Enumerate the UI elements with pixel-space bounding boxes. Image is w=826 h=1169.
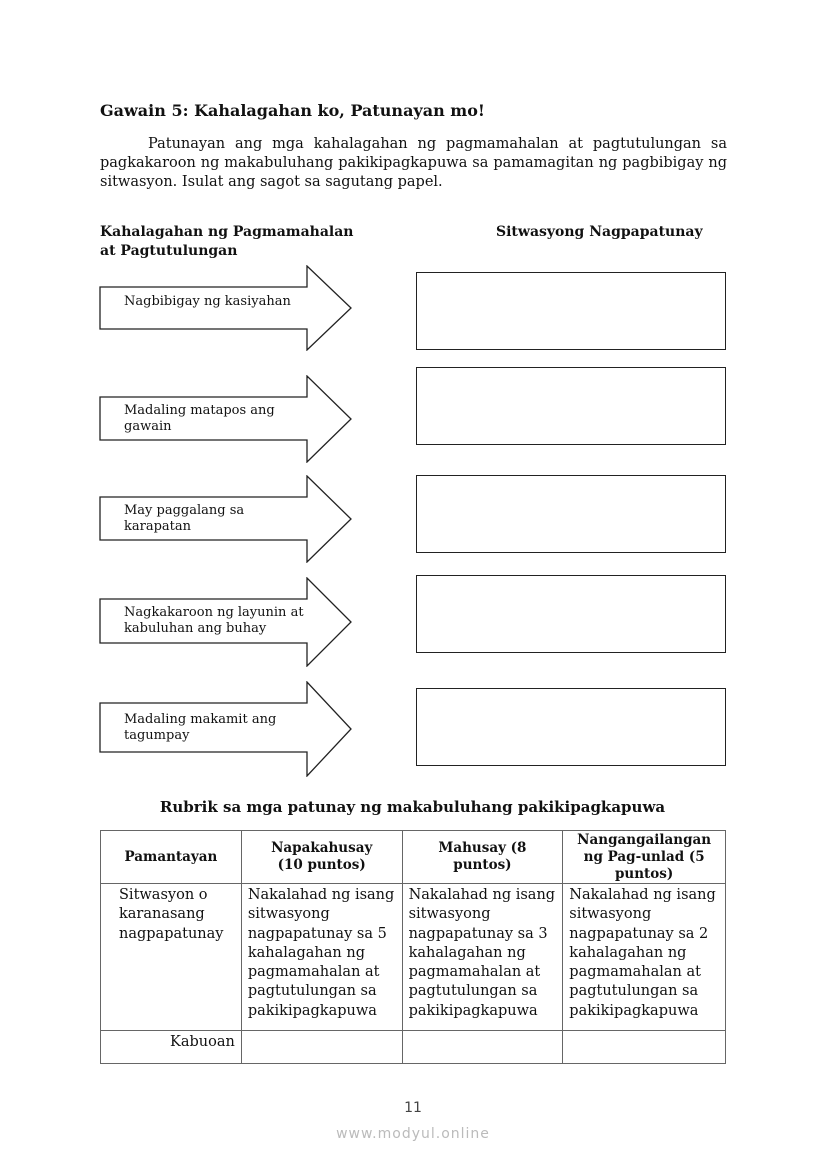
value-label: May paggalang sa karapatan — [124, 503, 245, 534]
right-column-heading: Sitwasyong Nagpapatunay — [496, 224, 703, 240]
table-cell: Nakalahad ng isang sitwasyong nagpapatunay sa 2 kahalagahan ng pagmamahalan at pagtutulungan sa pakikipagkapuwa — [563, 884, 726, 1031]
page-number: 11 — [404, 1100, 422, 1116]
value-label: Nagbibigay ng kasiyahan — [124, 294, 291, 309]
left-column-heading: Kahalagahan ng Pagmamahalan at Pagtutulungan — [100, 224, 354, 259]
answer-box-4[interactable] — [416, 575, 726, 653]
rubric-title: Rubrik sa mga patunay ng makabuluhang pakikipagkapuwa — [159, 798, 666, 816]
table-cell: Nakalahad ng isang sitwasyong nagpapatunay sa 5 kahalagahan ng pagmamahalan at pagtutulungan sa pakikipagkapuwa — [241, 884, 402, 1031]
watermark: www.modyul.online — [336, 1126, 490, 1142]
answer-box-5[interactable] — [416, 688, 726, 766]
answer-box-2[interactable] — [416, 367, 726, 445]
table-row — [101, 884, 726, 1031]
score-cell[interactable] — [241, 1031, 402, 1064]
answer-box-3[interactable] — [416, 475, 726, 553]
instructions: Patunayan ang mga kahalagahan ng pagmamahalan at pagtutulungan sa pagkakaroon ng makabuluhang pakikipagkapuwa sa pamamagitan ng pagbibigay ng sitwasyon. Isulat ang sagot sa sagutang papel. — [100, 136, 727, 190]
total-row — [101, 1031, 726, 1064]
value-arrow-2 — [99, 375, 353, 463]
score-cell[interactable] — [402, 1031, 563, 1064]
total-label: Kabuoan — [101, 1031, 242, 1064]
value-arrow-3 — [99, 475, 353, 563]
value-arrow-5 — [99, 681, 353, 777]
value-label: Madaling matapos ang gawain — [124, 403, 275, 434]
header-cell: Napakahusay (10 puntos) — [241, 831, 402, 884]
table-cell: Nakalahad ng isang sitwasyong nagpapatunay sa 3 kahalagahan ng pagmamahalan at pagtutulungan sa pakikipagkapuwa — [402, 884, 563, 1031]
header-cell: Nangangailangan ng Pag-unlad (5 puntos) — [563, 831, 726, 884]
header-cell: Mahusay (8 puntos) — [402, 831, 563, 884]
table-header-row — [101, 831, 726, 884]
activity-title: Gawain 5: Kahalagahan ko, Patunayan mo! — [100, 101, 485, 120]
score-cell[interactable] — [563, 1031, 726, 1064]
criteria-cell: Sitwasyon o karanasang nagpapatunay — [101, 884, 242, 1031]
value-arrow-1 — [99, 265, 353, 351]
value-label: Madaling makamit ang tagumpay — [124, 712, 277, 743]
rubric-table — [100, 830, 726, 1064]
value-label: Nagkakaroon ng layunin at kabuluhan ang buhay — [124, 605, 304, 636]
answer-box-1[interactable] — [416, 272, 726, 350]
header-cell: Pamantayan — [101, 831, 242, 884]
value-arrow-4 — [99, 577, 353, 667]
